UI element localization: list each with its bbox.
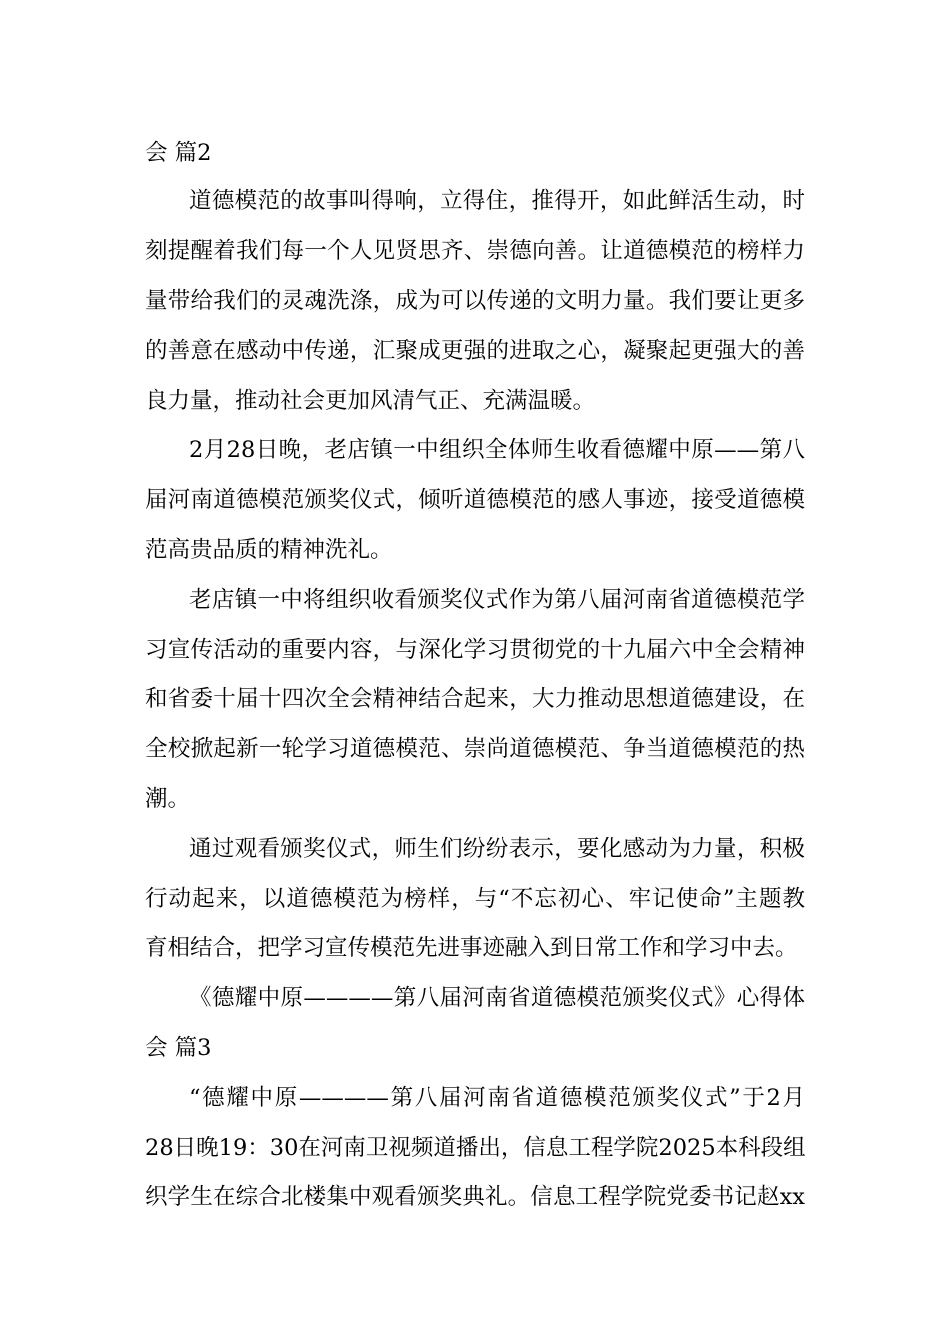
paragraph-line: 老店镇一中将组织收看颁奖仪式作为第八届河南省道德模范学 [189,587,805,613]
paragraph-line: 织学生在综合北楼集中观看颁奖典礼。信息工程学院党委书记赵xx [145,1184,805,1210]
paragraph-line: 范高贵品质的精神洗礼。 [145,537,393,563]
paragraph-line: 潮。 [145,786,191,812]
paragraph-line: 道德模范的故事叫得响，立得住，推得开，如此鲜活生动，时 [189,188,805,214]
heading-continuation: 会 篇2 [145,140,212,166]
paragraph-line: 和省委十届十四次全会精神结合起来，大力推动思想道德建设，在 [145,686,805,712]
section-heading: 会 篇3 [145,1035,212,1061]
paragraph-line: 的善意在感动中传递，汇聚成更强的进取之心，凝聚起更强大的善 [145,338,805,364]
paragraph-line: 行动起来，以道德模范为榜样，与“不忘初心、牢记使命”主题教 [145,886,805,912]
paragraph-line: 28日晚19：30在河南卫视频道播出，信息工程学院2025本科段组 [145,1135,806,1161]
paragraph-line: 通过观看颁奖仪式，师生们纷纷表示，要化感动为力量，积极 [189,836,805,862]
section-heading: 《德耀中原————第八届河南省道德模范颁奖仪式》心得体 [189,985,805,1011]
paragraph-line: 良力量，推动社会更加风清气正、充满温暖。 [145,388,596,414]
paragraph-line: 育相结合，把学习宣传模范先进事迹融入到日常工作和学习中去。 [145,935,798,961]
paragraph-line: 量带给我们的灵魂洗涤，成为可以传递的文明力量。我们要让更多 [145,288,805,314]
paragraph-line: 习宣传活动的重要内容，与深化学习贯彻党的十九届六中全会精神 [145,637,805,663]
paragraph-line: “德耀中原————第八届河南省道德模范颁奖仪式”于2月 [189,1085,805,1111]
paragraph-line: 届河南道德模范颁奖仪式，倾听道德模范的感人事迹，接受道德模 [145,487,805,513]
paragraph-line: 全校掀起新一轮学习道德模范、崇尚道德模范、争当道德模范的热 [145,736,805,762]
paragraph-line: 2月28日晚，老店镇一中组织全体师生收看德耀中原——第八 [189,437,805,463]
paragraph-line: 刻提醒着我们每一个人见贤思齐、崇德向善。让道德模范的榜样力 [145,238,805,264]
